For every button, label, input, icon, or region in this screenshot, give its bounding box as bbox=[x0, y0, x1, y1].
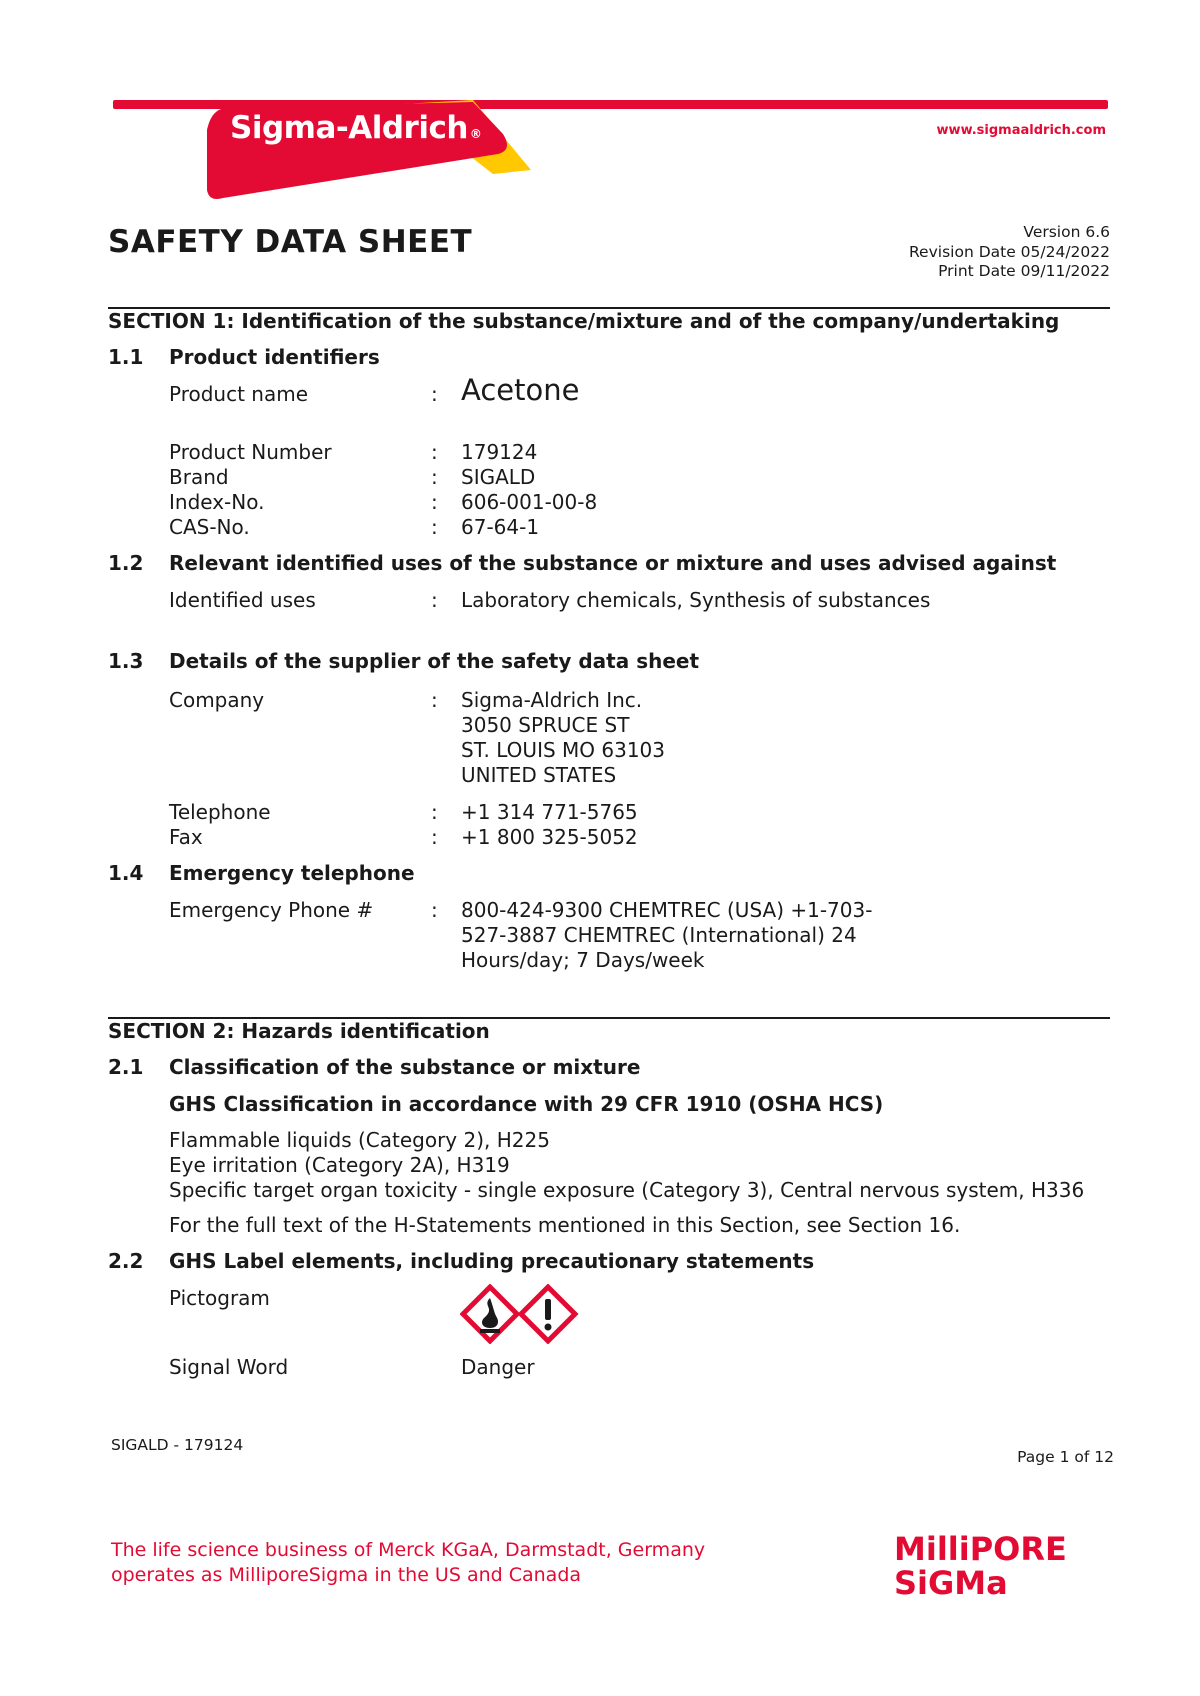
tagline-line: The life science business of Merck KGaA, Darmstadt, Germany bbox=[111, 1539, 706, 1561]
emergency-phone bbox=[461, 898, 872, 973]
svg-text:SiGMa: SiGMa bbox=[894, 1564, 1008, 1600]
section-2-heading: SECTION 2: Hazards identification bbox=[108, 1019, 490, 1043]
classification-item: Flammable liquids (Category 2), H225 bbox=[169, 1128, 550, 1152]
address-line: 3050 SPRUCE ST bbox=[461, 713, 630, 737]
field-label: Company bbox=[169, 688, 265, 712]
footer-tagline bbox=[111, 1538, 705, 1588]
field-value: SIGALD bbox=[461, 465, 536, 489]
field-label: Index-No. bbox=[169, 490, 265, 514]
subsection-number: 1.4 bbox=[108, 861, 144, 885]
h-statements-note: For the full text of the H-Statements mentioned in this Section, see Section 16. bbox=[169, 1213, 961, 1237]
subsection-title: Relevant identified uses of the substance or mixture and uses advised against bbox=[169, 551, 1057, 575]
pictogram-label: Pictogram bbox=[169, 1286, 270, 1310]
sigma-aldrich-logo bbox=[103, 90, 533, 202]
subsection-title: Details of the supplier of the safety data sheet bbox=[169, 649, 700, 673]
field-row bbox=[169, 373, 1069, 422]
address-line: Sigma-Aldrich Inc. bbox=[461, 688, 643, 712]
field-label: Identified uses bbox=[169, 588, 316, 612]
tagline-line: operates as MilliporeSigma in the US and Canada bbox=[111, 1564, 582, 1586]
field-label: Product Number bbox=[169, 440, 332, 464]
subsection-number: 2.2 bbox=[108, 1249, 144, 1273]
exclamation-icon bbox=[521, 1287, 575, 1341]
address-line: UNITED STATES bbox=[461, 763, 617, 787]
classification-item: Eye irritation (Category 2A), H319 bbox=[169, 1153, 510, 1177]
milliporesigma-logo bbox=[892, 1530, 1114, 1600]
subsection-title: Classification of the substance or mixture bbox=[169, 1055, 641, 1079]
field-colon: : bbox=[431, 440, 438, 464]
emergency-line: 527-3887 CHEMTREC (International) 24 bbox=[461, 923, 857, 947]
company-address bbox=[461, 688, 665, 788]
version: Version 6.6 bbox=[1023, 223, 1110, 241]
ghs-pictograms bbox=[460, 1284, 580, 1344]
field-colon: : bbox=[431, 465, 438, 489]
field-value: 179124 bbox=[461, 440, 538, 464]
telephone-value: +1 314 771-5765 bbox=[461, 800, 638, 824]
field-colon: : bbox=[431, 688, 438, 712]
field-colon: : bbox=[431, 515, 438, 539]
classification-list bbox=[169, 1128, 1084, 1203]
field-label: Emergency Phone # bbox=[169, 898, 374, 922]
fax-value: +1 800 325-5052 bbox=[461, 825, 638, 849]
field-colon: : bbox=[431, 825, 438, 849]
website-link[interactable]: www.sigmaaldrich.com bbox=[936, 123, 1106, 138]
field-value: 606-001-00-8 bbox=[461, 490, 598, 514]
svg-text:MilliPORE: MilliPORE bbox=[894, 1530, 1067, 1568]
signal-word-label: Signal Word bbox=[169, 1355, 289, 1379]
field-colon: : bbox=[431, 490, 438, 514]
subsection-number: 1.3 bbox=[108, 649, 144, 673]
flame-icon bbox=[463, 1287, 517, 1341]
subsection-number: 2.1 bbox=[108, 1055, 144, 1079]
brand-logo-text: Sigma-Aldrich ® bbox=[230, 110, 482, 146]
subsection-number: 1.2 bbox=[108, 551, 144, 575]
field-colon: : bbox=[431, 588, 438, 612]
signal-word-value: Danger bbox=[461, 1355, 535, 1379]
subsection-title: GHS Label elements, including precautionary statements bbox=[169, 1249, 815, 1273]
field-value: Laboratory chemicals, Synthesis of substances bbox=[461, 588, 931, 612]
section-1-heading: SECTION 1: Identification of the substance/mixture and of the company/undertaking bbox=[108, 309, 1060, 333]
print-date: Print Date 09/11/2022 bbox=[938, 262, 1110, 280]
revision-date: Revision Date 05/24/2022 bbox=[908, 242, 1110, 261]
field-label: Telephone bbox=[169, 800, 271, 824]
field-colon: : bbox=[431, 800, 438, 824]
field-label: Brand bbox=[169, 465, 229, 489]
address-line: ST. LOUIS MO 63103 bbox=[461, 738, 665, 762]
document-meta bbox=[909, 223, 1110, 282]
subsection-title: Emergency telephone bbox=[169, 861, 415, 885]
field-label: Product name bbox=[169, 382, 309, 406]
subsection-title: Product identifiers bbox=[169, 345, 380, 369]
document-title: SAFETY DATA SHEET bbox=[108, 224, 473, 260]
classification-item: Specific target organ toxicity - single exposure (Category 3), Central nervous system, H336 bbox=[169, 1178, 1085, 1202]
product-name: Acetone bbox=[461, 373, 580, 407]
footer-document-id: SIGALD - 179124 bbox=[111, 1436, 244, 1454]
company-row bbox=[169, 688, 1069, 788]
subsection-number: 1.1 bbox=[108, 345, 144, 369]
page-number: Page 1 of 12 bbox=[1017, 1448, 1114, 1466]
field-value: 67-64-1 bbox=[461, 515, 540, 539]
ghs-classification-title: GHS Classification in accordance with 29 CFR 1910 (OSHA HCS) bbox=[169, 1092, 884, 1116]
emergency-line: 800-424-9300 CHEMTREC (USA) +1-703- bbox=[461, 898, 873, 922]
field-colon: : bbox=[431, 382, 438, 406]
emergency-row bbox=[169, 898, 1069, 978]
field-label: Fax bbox=[169, 825, 203, 849]
emergency-line: Hours/day; 7 Days/week bbox=[461, 948, 705, 972]
field-colon: : bbox=[431, 898, 438, 922]
field-label: CAS-No. bbox=[169, 515, 250, 539]
